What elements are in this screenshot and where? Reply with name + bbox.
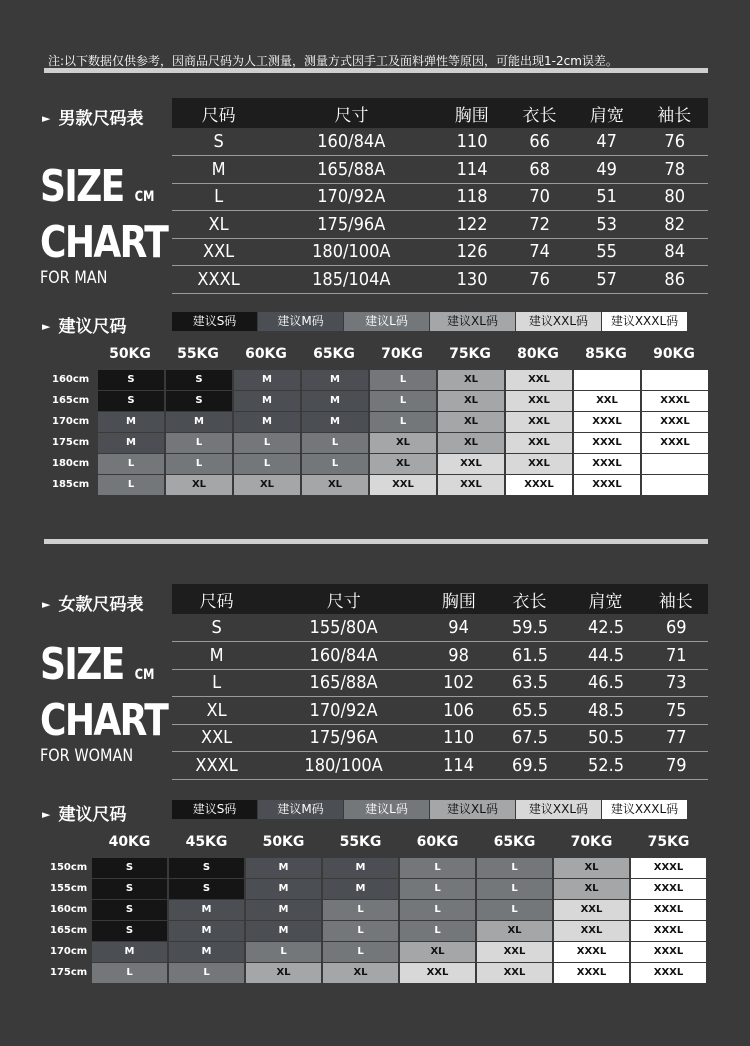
size-cell: XL xyxy=(302,475,368,495)
size-cell: S xyxy=(92,921,167,941)
women-recommend-heading xyxy=(42,800,126,825)
size-cell: XXL xyxy=(574,391,640,411)
size-cell xyxy=(642,475,708,495)
size-cell: XXL xyxy=(506,391,572,411)
table-row xyxy=(172,614,708,642)
table-cell: 74 xyxy=(509,238,570,266)
table-cell: 160/84A xyxy=(274,128,429,156)
size-cell: XXXL xyxy=(642,391,708,411)
table-cell: 170/92A xyxy=(269,697,418,725)
size-cell: XXXL xyxy=(574,475,640,495)
size-cell: XXXL xyxy=(574,454,640,474)
table-cell: 118 xyxy=(441,183,502,211)
size-cell: M xyxy=(246,900,321,920)
size-cell: XXL xyxy=(438,454,504,474)
table-cell: 52.5 xyxy=(571,752,639,780)
size-cell: XL xyxy=(323,963,398,983)
weight-label: 65KG xyxy=(313,346,355,362)
legend-item: 建议XXL码 xyxy=(516,312,601,331)
size-cell: L xyxy=(400,858,475,878)
table-cell: M xyxy=(176,642,256,670)
size-cell: XL xyxy=(438,412,504,432)
table-cell: 82 xyxy=(644,211,705,239)
height-label: 170cm xyxy=(50,946,88,957)
men-recommend-grid xyxy=(52,370,710,496)
size-cell xyxy=(574,370,640,390)
height-label: 180cm xyxy=(52,458,90,469)
size-cell: XL xyxy=(554,879,629,899)
table-cell: 185/104A xyxy=(274,266,429,294)
table-cell: M xyxy=(177,156,261,184)
table-cell: 50.5 xyxy=(571,724,639,752)
size-cell: XXXL xyxy=(642,433,708,453)
men-size-heading xyxy=(42,104,143,129)
column-header: 袖长 xyxy=(644,584,709,614)
height-label: 165cm xyxy=(50,925,88,936)
size-cell: S xyxy=(166,370,232,390)
table-cell: 47 xyxy=(577,128,638,156)
table-cell: 160/84A xyxy=(269,642,418,670)
size-cell: XXXL xyxy=(631,900,706,920)
table-row xyxy=(172,183,708,211)
table-cell: 69.5 xyxy=(495,752,563,780)
grid-row xyxy=(50,921,708,942)
size-cell: M xyxy=(92,942,167,962)
table-cell: 69 xyxy=(647,614,705,642)
table-cell: 44.5 xyxy=(571,642,639,670)
size-cell: XL xyxy=(477,921,552,941)
column-header: 袖长 xyxy=(641,98,708,128)
size-cell: M xyxy=(323,879,398,899)
height-label: 185cm xyxy=(52,479,90,490)
size-cell: XXL xyxy=(477,963,552,983)
table-cell: 48.5 xyxy=(571,697,639,725)
grid-row xyxy=(50,879,708,900)
table-header-row xyxy=(172,584,708,614)
legend-item: 建议XXL码 xyxy=(516,800,601,819)
height-label: 175cm xyxy=(50,967,88,978)
size-cell: XXXL xyxy=(642,412,708,432)
weight-label: 55KG xyxy=(177,346,219,362)
size-cell: M xyxy=(246,858,321,878)
table-cell: 126 xyxy=(441,238,502,266)
table-cell: 130 xyxy=(441,266,502,294)
table-cell: L xyxy=(176,669,256,697)
weight-label: 60KG xyxy=(416,834,459,850)
weight-label: 90KG xyxy=(653,346,695,362)
table-row xyxy=(172,697,708,725)
men-rec-label: 建议尺码 xyxy=(58,317,127,337)
legend-item: 建议XXXL码 xyxy=(602,312,687,331)
size-cell: M xyxy=(234,370,300,390)
legend-item: 建议S码 xyxy=(172,312,257,331)
legend-item: 建议XXXL码 xyxy=(602,800,687,819)
table-cell: XXL xyxy=(177,238,261,266)
size-cell: S xyxy=(166,391,232,411)
table-cell: 73 xyxy=(647,669,705,697)
size-cell: XL xyxy=(438,370,504,390)
table-cell: 53 xyxy=(577,211,638,239)
table-cell: 42.5 xyxy=(571,614,639,642)
table-cell: 77 xyxy=(647,724,705,752)
size-cell: L xyxy=(477,879,552,899)
table-cell: 106 xyxy=(430,697,489,725)
table-cell: 72 xyxy=(509,211,570,239)
size-cell: XXXL xyxy=(574,412,640,432)
height-label: 160cm xyxy=(50,904,88,915)
men-recommend-heading xyxy=(42,312,126,337)
size-cell: XXL xyxy=(438,475,504,495)
height-label: 170cm xyxy=(52,416,90,427)
table-cell: 49 xyxy=(577,156,638,184)
table-cell: 80 xyxy=(644,183,705,211)
grid-row xyxy=(50,942,708,963)
column-header: 肩宽 xyxy=(573,98,640,128)
size-cell: M xyxy=(246,921,321,941)
size-cell: M xyxy=(234,391,300,411)
size-cell: XL xyxy=(166,475,232,495)
women-big-size: SIZE xyxy=(40,639,124,690)
table-row xyxy=(172,669,708,697)
size-cell: XL xyxy=(370,433,436,453)
table-cell: 66 xyxy=(509,128,570,156)
size-cell: S xyxy=(98,391,164,411)
size-cell: S xyxy=(169,858,244,878)
weight-label: 75KG xyxy=(449,346,491,362)
column-header: 肩宽 xyxy=(568,584,644,614)
legend-item: 建议M码 xyxy=(258,800,343,819)
size-cell: M xyxy=(246,879,321,899)
table-cell: XXXL xyxy=(176,752,256,780)
table-cell: 70 xyxy=(509,183,570,211)
column-header: 衣长 xyxy=(492,584,568,614)
size-cell: M xyxy=(302,391,368,411)
size-cell: XXXL xyxy=(631,963,706,983)
size-cell: XXXL xyxy=(631,858,706,878)
column-header: 尺码 xyxy=(172,584,261,614)
size-cell: L xyxy=(370,370,436,390)
women-recommend-grid xyxy=(50,858,708,984)
table-row xyxy=(172,752,708,780)
height-label: 175cm xyxy=(52,437,90,448)
weight-label: 60KG xyxy=(245,346,287,362)
women-size-legend xyxy=(172,800,688,819)
grid-row xyxy=(52,454,710,475)
table-cell: 46.5 xyxy=(571,669,639,697)
men-big-chart: CHART xyxy=(40,217,168,268)
size-cell: M xyxy=(169,942,244,962)
table-cell: 61.5 xyxy=(495,642,563,670)
triangle-icon: ► xyxy=(42,112,51,125)
size-cell: XXXL xyxy=(574,433,640,453)
table-row xyxy=(172,128,708,156)
size-cell: L xyxy=(370,391,436,411)
women-big-for: FOR WOMAN xyxy=(40,746,134,766)
column-header: 衣长 xyxy=(506,98,573,128)
size-cell: L xyxy=(166,433,232,453)
women-size-table xyxy=(172,584,708,780)
table-cell: 78 xyxy=(644,156,705,184)
table-cell: 86 xyxy=(644,266,705,294)
triangle-icon: ► xyxy=(42,320,51,333)
size-cell: L xyxy=(302,433,368,453)
size-cell: L xyxy=(166,454,232,474)
women-big-unit: CM xyxy=(134,667,155,683)
women-big-chart: CHART xyxy=(40,695,168,746)
size-cell: M xyxy=(323,858,398,878)
legend-item: 建议XL码 xyxy=(430,312,515,331)
grid-row xyxy=(50,858,708,879)
size-cell: M xyxy=(166,412,232,432)
size-cell: M xyxy=(169,900,244,920)
size-cell: M xyxy=(98,412,164,432)
size-cell: XXL xyxy=(554,921,629,941)
men-heading-label: 男款尺码表 xyxy=(58,109,144,129)
size-cell: L xyxy=(98,454,164,474)
size-cell: L xyxy=(323,921,398,941)
weight-label: 75KG xyxy=(647,834,690,850)
size-cell: XL xyxy=(246,963,321,983)
table-cell: XL xyxy=(177,211,261,239)
men-big-size: SIZE xyxy=(40,161,124,212)
table-row xyxy=(172,266,708,294)
column-header: 胸围 xyxy=(438,98,506,128)
table-cell: 55 xyxy=(577,238,638,266)
table-cell: L xyxy=(177,183,261,211)
size-cell: M xyxy=(169,921,244,941)
table-cell: 175/96A xyxy=(274,211,429,239)
table-cell: 51 xyxy=(577,183,638,211)
size-cell: L xyxy=(302,454,368,474)
table-cell: XXXL xyxy=(177,266,261,294)
weight-label: 40KG xyxy=(108,834,151,850)
size-cell: M xyxy=(302,412,368,432)
size-cell: XL xyxy=(438,391,504,411)
column-header: 尺码 xyxy=(172,98,265,128)
table-cell: 76 xyxy=(509,266,570,294)
size-cell: XXL xyxy=(506,433,572,453)
height-label: 155cm xyxy=(50,883,88,894)
table-cell: XL xyxy=(176,697,256,725)
table-cell: 84 xyxy=(644,238,705,266)
size-cell: S xyxy=(92,900,167,920)
table-cell: 71 xyxy=(647,642,705,670)
size-cell: L xyxy=(323,900,398,920)
table-cell: S xyxy=(176,614,256,642)
size-cell: M xyxy=(98,433,164,453)
weight-label: 65KG xyxy=(493,834,536,850)
table-cell: 59.5 xyxy=(495,614,563,642)
table-cell: 155/80A xyxy=(269,614,418,642)
size-cell: L xyxy=(234,454,300,474)
legend-item: 建议M码 xyxy=(258,312,343,331)
legend-item: 建议XL码 xyxy=(430,800,515,819)
divider-top xyxy=(44,68,708,73)
disclaimer-note: 注:以下数据仅供参考，因商品尺码为人工测量，测量方式因手工及面料弹性等原因，可能出现1-2cm误差。 xyxy=(48,54,618,68)
size-cell xyxy=(642,370,708,390)
size-cell: XXL xyxy=(506,454,572,474)
size-cell: XXXL xyxy=(631,879,706,899)
size-cell: XL xyxy=(554,858,629,878)
size-cell: XL xyxy=(370,454,436,474)
table-cell: 110 xyxy=(430,724,489,752)
table-cell: 68 xyxy=(509,156,570,184)
size-cell: XXL xyxy=(477,942,552,962)
divider-middle xyxy=(44,539,708,544)
men-big-unit: CM xyxy=(134,189,155,205)
legend-item: 建议L码 xyxy=(344,312,429,331)
table-cell: 170/92A xyxy=(274,183,429,211)
table-cell: XXL xyxy=(176,724,256,752)
size-cell: M xyxy=(234,412,300,432)
men-size-legend xyxy=(172,312,688,331)
size-cell: XL xyxy=(234,475,300,495)
table-cell: 65.5 xyxy=(495,697,563,725)
size-cell xyxy=(642,454,708,474)
table-cell: 98 xyxy=(430,642,489,670)
table-cell: 114 xyxy=(441,156,502,184)
table-cell: 122 xyxy=(441,211,502,239)
size-cell: S xyxy=(98,370,164,390)
column-header: 胸围 xyxy=(426,584,491,614)
height-label: 165cm xyxy=(52,395,90,406)
weight-label: 50KG xyxy=(109,346,151,362)
size-cell: XXL xyxy=(400,963,475,983)
size-cell: L xyxy=(400,879,475,899)
size-cell: L xyxy=(477,900,552,920)
weight-label: 70KG xyxy=(570,834,613,850)
size-cell: L xyxy=(169,963,244,983)
size-cell: XXXL xyxy=(631,942,706,962)
table-cell: S xyxy=(177,128,261,156)
grid-row xyxy=(52,475,710,496)
table-header-row xyxy=(172,98,708,128)
table-cell: 57 xyxy=(577,266,638,294)
table-cell: 67.5 xyxy=(495,724,563,752)
size-cell: L xyxy=(400,921,475,941)
size-cell: L xyxy=(477,858,552,878)
table-cell: 175/96A xyxy=(269,724,418,752)
size-cell: L xyxy=(246,942,321,962)
column-header: 尺寸 xyxy=(261,584,426,614)
grid-row xyxy=(52,391,710,412)
triangle-icon: ► xyxy=(42,598,51,611)
size-cell: M xyxy=(302,370,368,390)
weight-label: 50KG xyxy=(262,834,305,850)
women-size-heading xyxy=(42,590,143,615)
grid-row xyxy=(52,370,710,391)
men-size-table xyxy=(172,98,708,294)
size-cell: XXXL xyxy=(554,942,629,962)
size-cell: XXXL xyxy=(631,921,706,941)
size-cell: S xyxy=(169,879,244,899)
triangle-icon: ► xyxy=(42,808,51,821)
size-cell: L xyxy=(234,433,300,453)
table-row xyxy=(172,211,708,239)
legend-item: 建议S码 xyxy=(172,800,257,819)
size-cell: XL xyxy=(438,433,504,453)
table-cell: 180/100A xyxy=(274,238,429,266)
size-cell: XXXL xyxy=(554,963,629,983)
size-cell: XXL xyxy=(370,475,436,495)
table-cell: 79 xyxy=(647,752,705,780)
legend-item: 建议L码 xyxy=(344,800,429,819)
size-cell: XXL xyxy=(554,900,629,920)
size-cell: XL xyxy=(400,942,475,962)
column-header: 尺寸 xyxy=(265,98,438,128)
height-label: 160cm xyxy=(52,374,90,385)
grid-row xyxy=(50,900,708,921)
women-weight-header xyxy=(91,834,707,850)
women-rec-label: 建议尺码 xyxy=(58,805,127,825)
grid-row xyxy=(52,433,710,454)
size-cell: XXXL xyxy=(506,475,572,495)
size-cell: L xyxy=(323,942,398,962)
men-big-for: FOR MAN xyxy=(40,268,108,288)
size-cell: XXL xyxy=(506,370,572,390)
size-cell: XXL xyxy=(506,412,572,432)
weight-label: 85KG xyxy=(585,346,627,362)
table-cell: 94 xyxy=(430,614,489,642)
weight-label: 80KG xyxy=(517,346,559,362)
size-cell: L xyxy=(98,475,164,495)
height-label: 150cm xyxy=(50,862,88,873)
grid-row xyxy=(50,963,708,984)
weight-label: 70KG xyxy=(381,346,423,362)
table-cell: 165/88A xyxy=(274,156,429,184)
table-cell: 165/88A xyxy=(269,669,418,697)
table-row xyxy=(172,724,708,752)
size-cell: S xyxy=(92,879,167,899)
women-heading-label: 女款尺码表 xyxy=(58,595,144,615)
weight-label: 45KG xyxy=(185,834,228,850)
size-cell: L xyxy=(370,412,436,432)
men-weight-header xyxy=(96,346,708,362)
table-cell: 102 xyxy=(430,669,489,697)
table-cell: 114 xyxy=(430,752,489,780)
weight-label: 55KG xyxy=(339,834,382,850)
table-row xyxy=(172,238,708,266)
table-cell: 76 xyxy=(644,128,705,156)
size-cell: L xyxy=(400,900,475,920)
table-row xyxy=(172,156,708,184)
table-cell: 110 xyxy=(441,128,502,156)
grid-row xyxy=(52,412,710,433)
table-row xyxy=(172,642,708,670)
size-cell: L xyxy=(92,963,167,983)
table-cell: 180/100A xyxy=(269,752,418,780)
size-cell: S xyxy=(92,858,167,878)
table-cell: 63.5 xyxy=(495,669,563,697)
table-cell: 75 xyxy=(647,697,705,725)
